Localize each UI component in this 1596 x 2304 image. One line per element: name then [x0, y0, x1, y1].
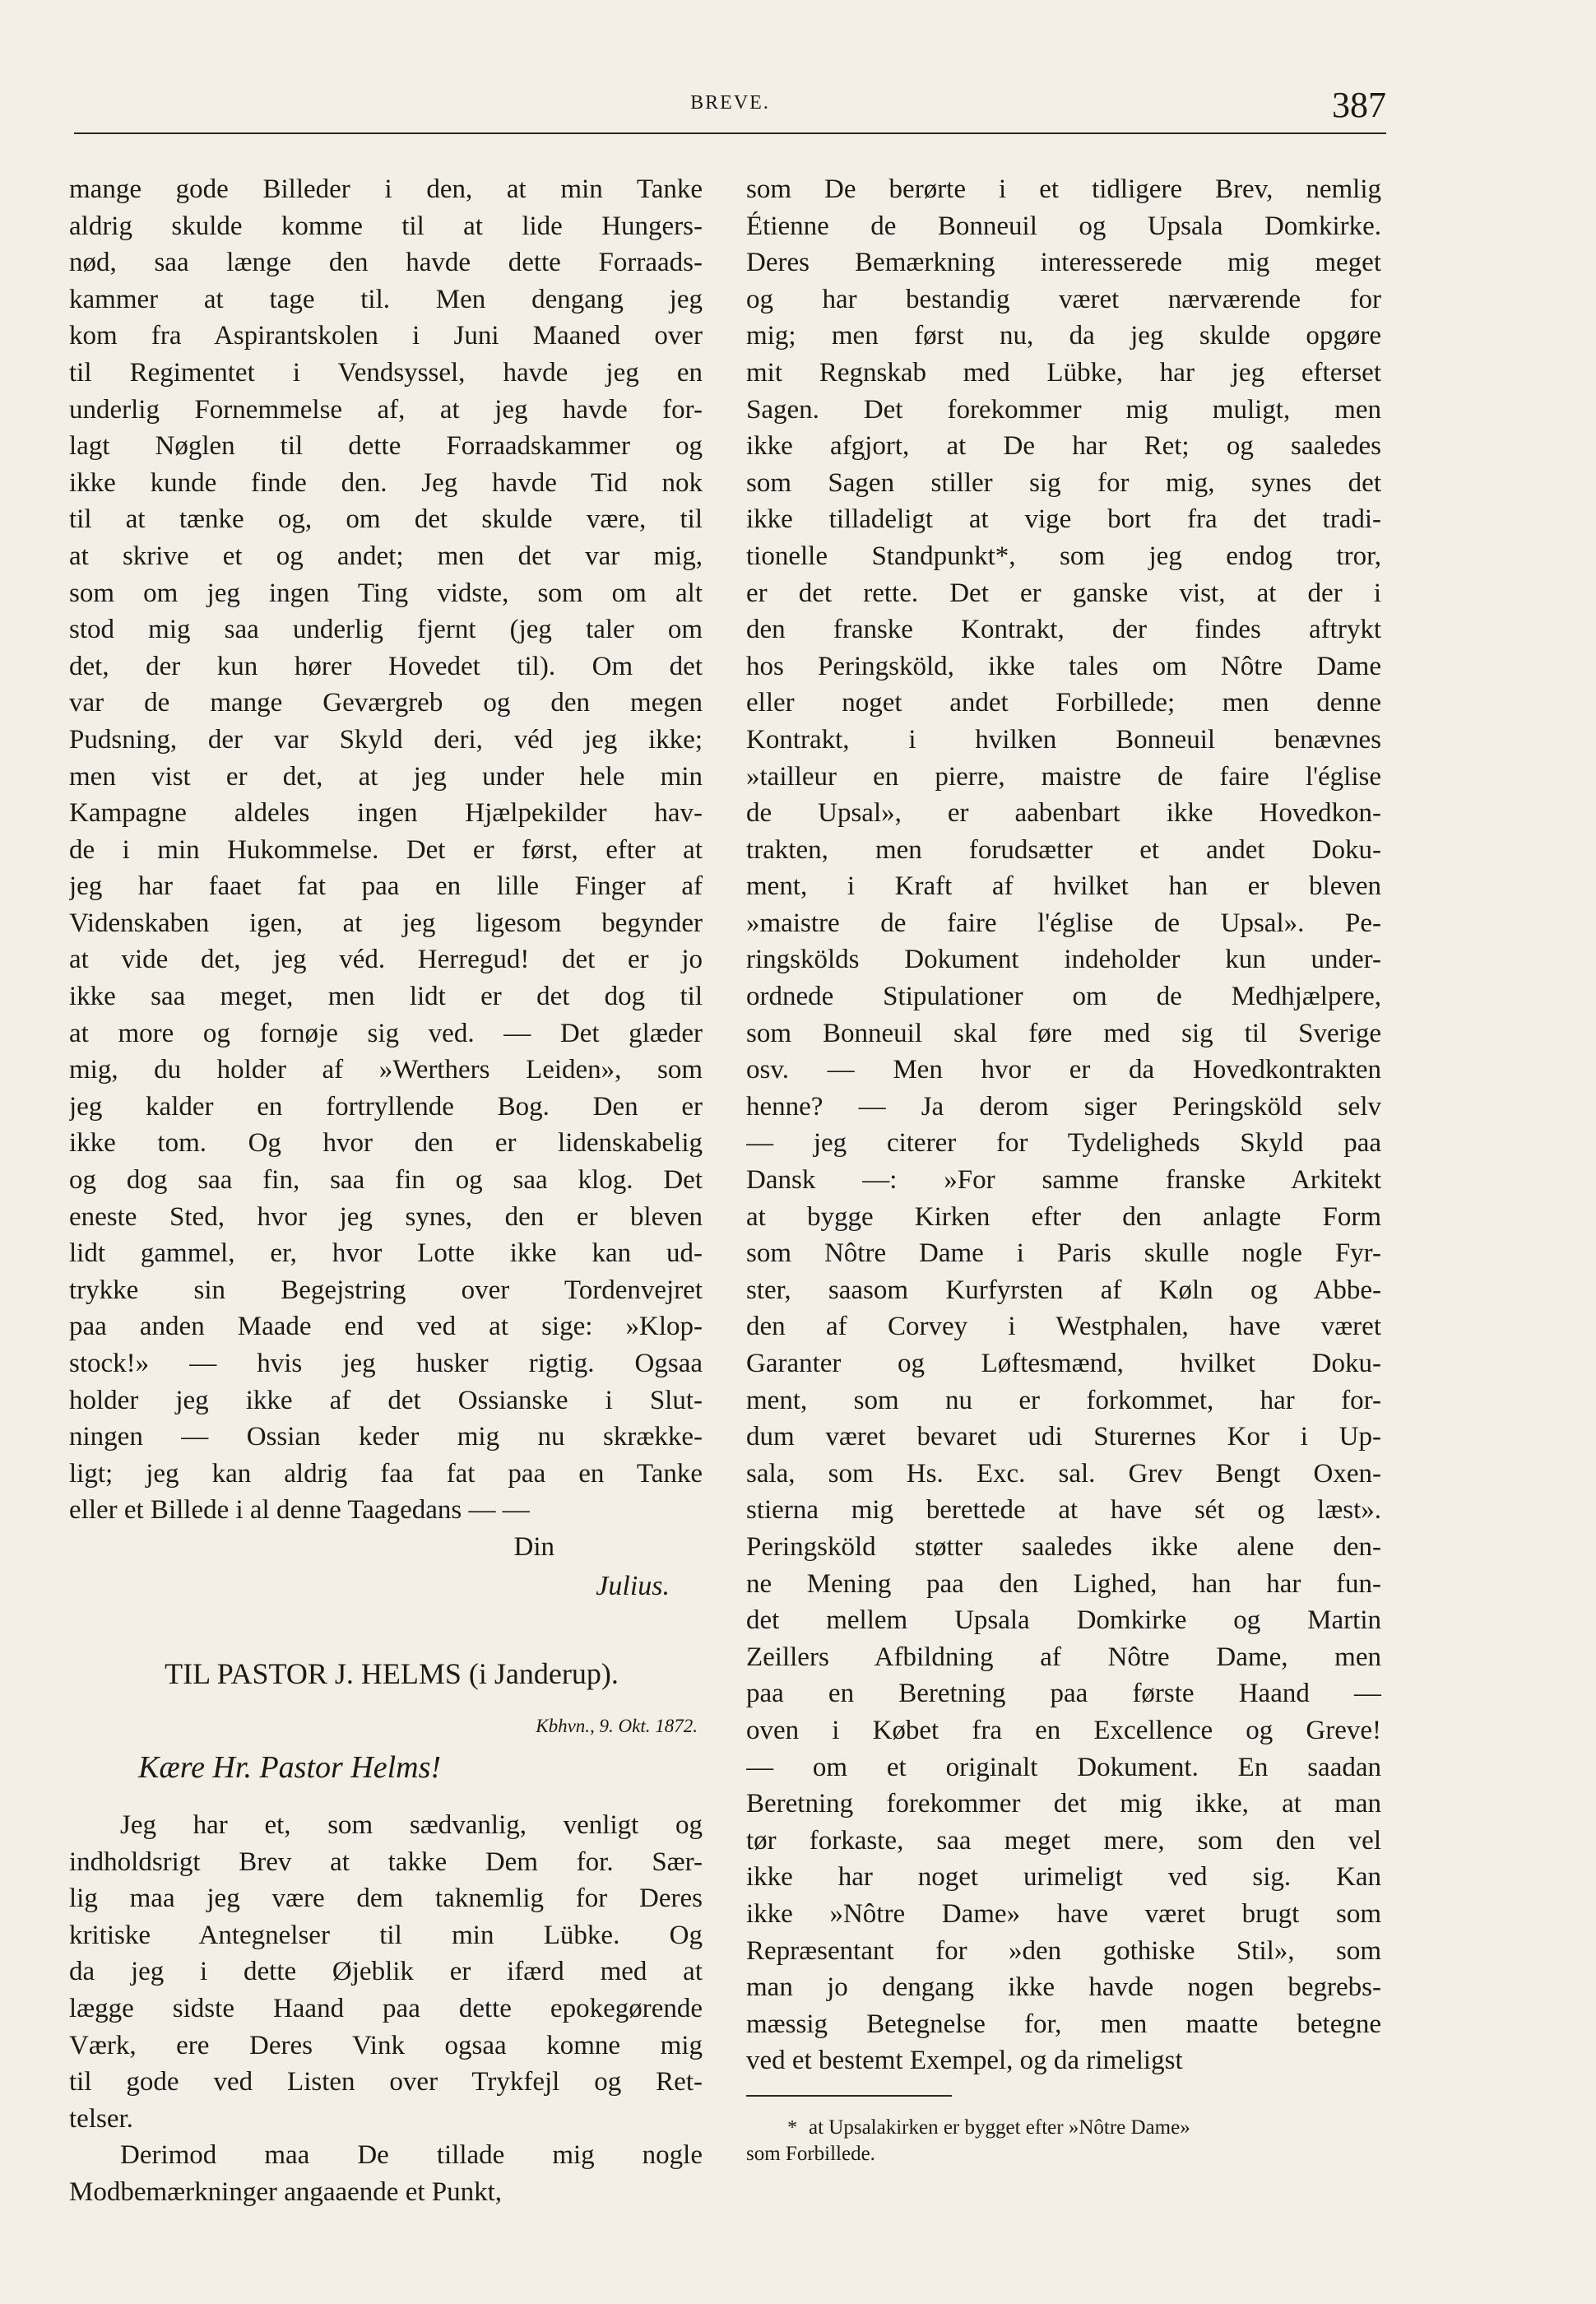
text-line: og har bestandig været nærværende for [746, 284, 1381, 314]
right-column [746, 171, 1381, 2079]
running-title: BREVE. [690, 92, 770, 114]
text-line: som Bonneuil skal føre med sig til Sverige [746, 1018, 1381, 1048]
text-line: som Sagen stiller sig for mig, synes det [746, 467, 1381, 498]
text-line: Dansk —: »For samme franske Arkitekt [746, 1165, 1381, 1196]
text-line: til at tænke og, om det skulde være, til [69, 504, 703, 535]
text-line: ment, som nu er forkommet, har for- [746, 1385, 1381, 1415]
text-line: jeg har faaet fat paa en lille Finger af [69, 871, 703, 902]
text-line: Videnskaben igen, at jeg ligesom begynder [69, 908, 703, 938]
text-line: ment, i Kraft af hvilket han er bleven [746, 871, 1381, 902]
footnote-rule [746, 2095, 952, 2097]
text-line: — jeg citerer for Tydeligheds Skyld paa [746, 1128, 1381, 1159]
text-line: stierna mig berettede at have sét og læst». [746, 1495, 1381, 1526]
text-line: ikke saa meget, men lidt er det dog til [69, 982, 703, 1012]
text-line: Værk, ere Deres Vink ogsaa komne mig [69, 2030, 703, 2060]
text-line: det mellem Upsala Domkirke og Martin [746, 1605, 1381, 1636]
text-line: det, der kun hører Hovedet til). Om det [69, 651, 703, 681]
text-line: eller noget andet Forbillede; men denne [746, 688, 1381, 718]
text-line: oven i Købet fra en Excellence og Greve! [746, 1715, 1381, 1745]
text-line: ikke »Nôtre Dame» have været brugt som [746, 1898, 1381, 1929]
text-line: Beretning forekommer det mig ikke, at man [746, 1789, 1381, 1819]
text-line: nød, saa længe den havde dette Forraads- [69, 248, 703, 278]
text-line: ningen — Ossian keder mig nu skrække- [69, 1422, 703, 1452]
text-line: ordnede Stipulationer om de Medhjælpere, [746, 982, 1381, 1012]
text-line: underlig Fornemmelse af, at jeg havde for- [69, 394, 703, 425]
letter-signature: Julius. [596, 1570, 670, 1601]
text-line: Peringsköld støtter saaledes ikke alene den- [746, 1531, 1381, 1562]
text-line: Zeillers Afbildning af Nôtre Dame, men [746, 1642, 1381, 1672]
text-line: var de mange Geværgreb og den megen [69, 688, 703, 718]
text-line: at vide det, jeg véd. Herregud! det er jo [69, 945, 703, 975]
text-line: osv. — Men hvor er da Hovedkontrakten [746, 1055, 1381, 1085]
text-line: de i min Hukommelse. Det er først, efter at [69, 834, 703, 865]
text-line: eller et Billede i al denne Taagedans — — [69, 1495, 530, 1526]
text-line: eneste Sted, hvor jeg synes, den er bleven [69, 1201, 703, 1232]
text-line: indholdsrigt Brev at takke Dem for. Sær- [69, 1846, 703, 1877]
text-line: holder jeg ikke af det Ossianske i Slut- [69, 1385, 703, 1415]
letter-closing: Din [513, 1531, 554, 1562]
text-line: ikke har noget urimeligt ved sig. Kan [746, 1862, 1381, 1893]
footnote-line: som Forbillede. [746, 2143, 875, 2165]
text-line: de Upsal», er aabenbart ikke Hovedkon- [746, 798, 1381, 829]
text-line: Pudsning, der var Skyld deri, véd jeg ikke; [69, 724, 703, 755]
text-line: lidt gammel, er, hvor Lotte ikke kan ud- [69, 1238, 703, 1269]
page-number: 387 [1332, 85, 1386, 125]
text-line: ikke afgjort, at De har Ret; og saaledes [746, 431, 1381, 462]
text-line: stock!» — hvis jeg husker rigtig. Ogsaa [69, 1349, 703, 1378]
text-line: ikke tilladeligt at vige bort fra det tradi- [746, 504, 1381, 535]
text-line: mig, du holder af »Werthers Leiden», som [69, 1055, 703, 1085]
text-line: tør forkaste, saa meget mere, som den vel [746, 1825, 1381, 1856]
text-line: mit Regnskab med Lübke, har jeg efterset [746, 357, 1381, 388]
text-line: mig; men først nu, da jeg skulde opgøre [746, 321, 1381, 351]
text-line: — om et originalt Dokument. En saadan [746, 1752, 1381, 1782]
text-line: ne Mening paa den Lighed, han har fun- [746, 1568, 1381, 1599]
text-line: kammer at tage til. Men dengang jeg [69, 284, 703, 314]
text-line: man jo dengang ikke havde nogen begrebs- [746, 1972, 1381, 2003]
text-line: da jeg i dette Øjeblik er ifærd med at [69, 1957, 703, 1987]
running-head [74, 85, 1386, 138]
footnote-marker: * [787, 2117, 797, 2139]
letter-heading: TIL PASTOR J. HELMS (i Janderup). [165, 1656, 619, 1690]
text-line: telser. [69, 2103, 133, 2134]
letter-salutation: Kære Hr. Pastor Helms! [138, 1749, 442, 1785]
text-line: Garanter og Løftesmænd, hvilket Doku- [746, 1349, 1381, 1378]
letter-body-text [69, 1807, 703, 2211]
text-line: Derimod maa De tillade mig nogle [120, 2140, 703, 2171]
text-line: trakten, men forudsætter et andet Doku- [746, 834, 1381, 865]
left-column-text [69, 171, 703, 1529]
right-column-text [746, 171, 1381, 2079]
text-line: som Nôtre Dame i Paris skulle nogle Fyr- [746, 1238, 1381, 1269]
header-rule [74, 132, 1386, 134]
text-line: lagt Nøglen til dette Forraadskammer og [69, 431, 703, 462]
text-line: som De berørte i et tidligere Brev, nemlig [746, 174, 1381, 204]
text-line: den af Corvey i Westphalen, have været [746, 1312, 1381, 1342]
text-line: hos Peringsköld, ikke tales om Nôtre Dame [746, 651, 1381, 681]
text-line: Jeg har et, som sædvanlig, venligt og [120, 1809, 703, 1840]
text-line: aldrig skulde komme til at lide Hungers- [69, 211, 703, 241]
text-line: Kontrakt, i hvilken Bonneuil benævnes [746, 724, 1381, 755]
text-line: men vist er det, at jeg under hele min [69, 761, 703, 792]
text-line: ringskölds Dokument indeholder kun under- [746, 945, 1381, 975]
text-line: Étienne de Bonneuil og Upsala Domkirke. [746, 211, 1381, 241]
text-line: kritiske Antegnelser til min Lübke. Og [69, 1920, 703, 1950]
text-line: til Regimentet i Vendsyssel, havde jeg en [69, 357, 703, 388]
text-line: »tailleur en pierre, maistre de faire l'église [746, 761, 1381, 792]
text-line: dum været bevaret udi Sturernes Kor i Up- [746, 1422, 1381, 1452]
text-line: trykke sin Begejstring over Tordenvejret [69, 1275, 703, 1305]
text-line: kom fra Aspirantskolen i Juni Maaned over [69, 321, 703, 351]
text-line: ster, saasom Kurfyrsten af Køln og Abbe- [746, 1275, 1381, 1305]
footnote-text: at Upsalakirken er bygget efter »Nôtre Dame» [809, 2116, 1190, 2139]
text-line: at skrive et og andet; men det var mig, [69, 541, 703, 571]
text-line: stod mig saa underlig fjernt (jeg taler om [69, 615, 703, 645]
text-line: ved et bestemt Exempel, og da rimeligst [746, 2046, 1183, 2076]
text-line: som om jeg ingen Ting vidste, som om alt [69, 578, 703, 608]
text-line: mange gode Billeder i den, at min Tanke [69, 174, 703, 204]
text-line: og dog saa fin, saa fin og saa klog. Det [69, 1165, 703, 1196]
footnote-line [746, 2115, 1381, 2141]
text-line: til gode ved Listen over Trykfejl og Ret- [69, 2067, 703, 2097]
text-line: paa en Beretning paa første Haand — [746, 1679, 1381, 1709]
text-line: »maistre de faire l'église de Upsal». Pe- [746, 908, 1381, 938]
text-line: Repræsentant for »den gothiske Stil», som [746, 1935, 1381, 1966]
text-line: ikke tom. Og hvor den er lidenskabelig [69, 1128, 703, 1159]
text-line: tionelle Standpunkt*, som jeg endog tror, [746, 541, 1381, 571]
text-line: mæssig Betegnelse for, men maatte betegne [746, 2009, 1381, 2039]
letter-dateline: Kbhvn., 9. Okt. 1872. [536, 1715, 698, 1736]
text-line: Deres Bemærkning interesserede mig meget [746, 248, 1381, 278]
text-line: sala, som Hs. Exc. sal. Grev Bengt Oxen- [746, 1458, 1381, 1489]
footnote [746, 2115, 1381, 2167]
text-line: jeg kalder en fortryllende Bog. Den er [69, 1091, 703, 1122]
text-line: at more og fornøje sig ved. — Det glæder [69, 1018, 703, 1048]
text-line: ligt; jeg kan aldrig faa fat paa en Tanke [69, 1458, 703, 1489]
text-line: lægge sidste Haand paa dette epokegørende [69, 1993, 703, 2023]
text-line: henne? — Ja derom siger Peringsköld selv [746, 1091, 1381, 1122]
text-line: den franske Kontrakt, der findes aftrykt [746, 615, 1381, 645]
text-line: Kampagne aldeles ingen Hjælpekilder hav- [69, 798, 703, 829]
text-line: lig maa jeg være dem taknemlig for Deres [69, 1884, 703, 1914]
text-line: Sagen. Det forekommer mig muligt, men [746, 394, 1381, 425]
text-line: at bygge Kirken efter den anlagte Form [746, 1201, 1381, 1232]
text-line: er det rette. Det er ganske vist, at der i [746, 578, 1381, 608]
text-line: paa anden Maade end ved at sige: »Klop- [69, 1312, 703, 1342]
left-column [69, 171, 703, 2211]
text-line: Modbemærkninger angaaende et Punkt, [69, 2176, 503, 2207]
text-line: ikke kunde finde den. Jeg havde Tid nok [69, 467, 703, 498]
